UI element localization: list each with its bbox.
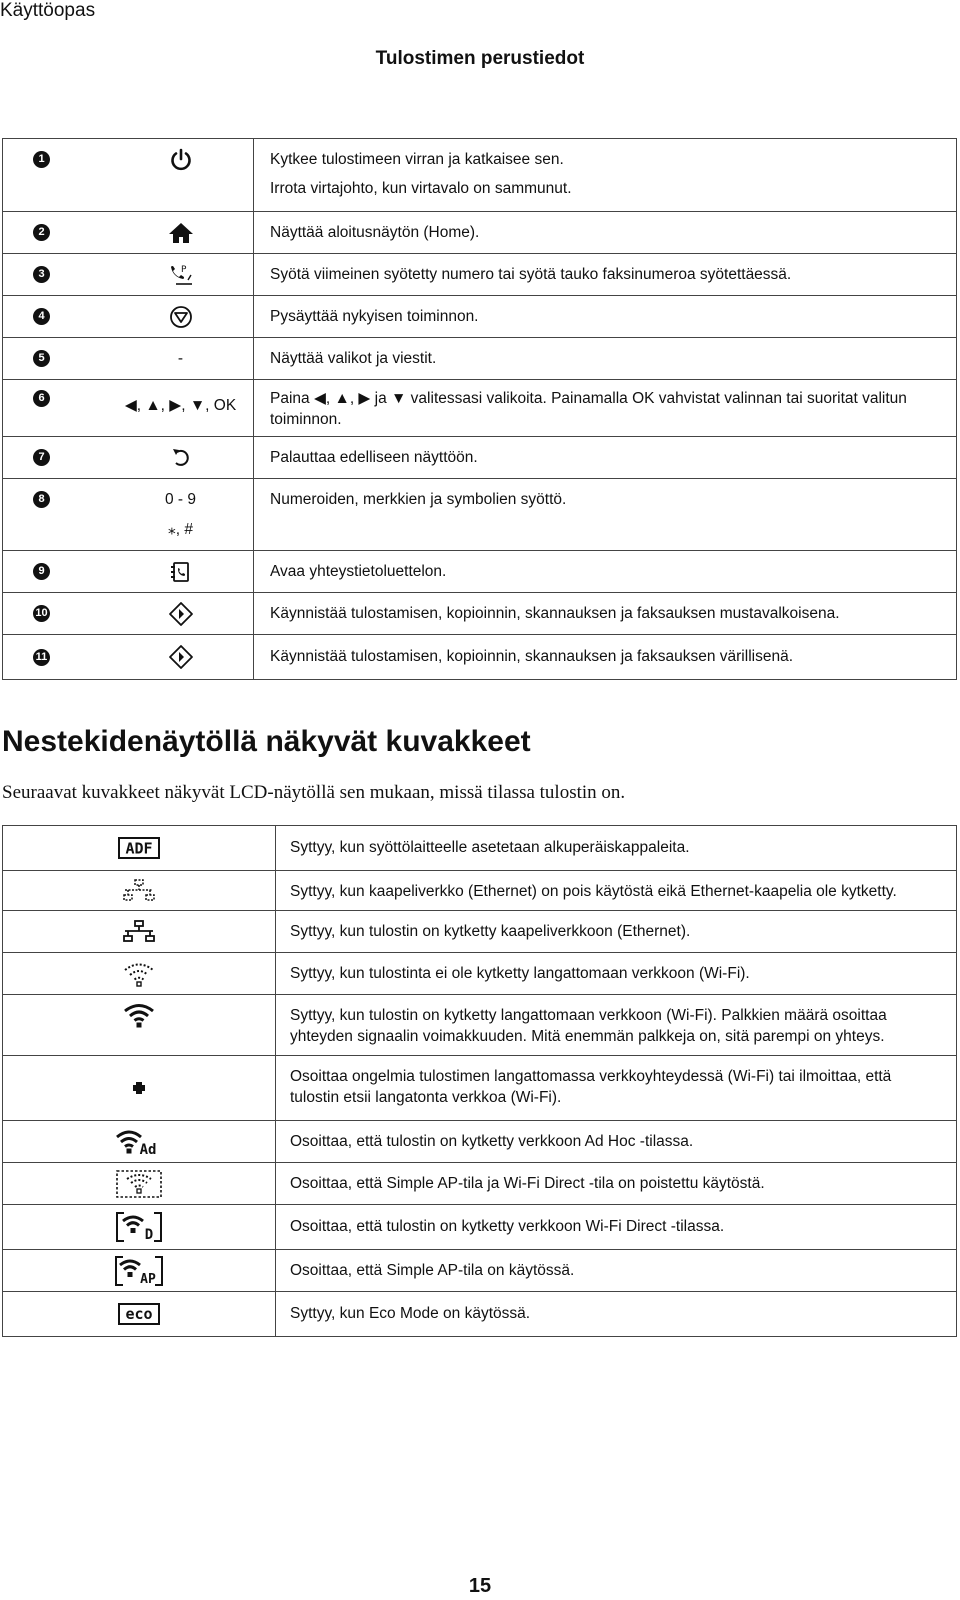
ethernet-off-icon	[122, 879, 156, 903]
row-description-note: Irrota virtajohto, kun virtavalo on sammunut.	[270, 180, 572, 197]
adhoc-label: Ad	[139, 1141, 157, 1156]
row-description: Osoittaa, että Simple AP-tila ja Wi-Fi Direct -tila on poistettu käytöstä.	[290, 1174, 765, 1192]
table-row	[3, 953, 957, 995]
wifi-adhoc-icon	[115, 1128, 163, 1156]
table-row	[3, 180, 957, 212]
ap-label: AP	[140, 1271, 156, 1286]
row-description: Näyttää valikot ja viestit.	[270, 349, 437, 367]
adf-label: ADF	[125, 839, 153, 858]
row-description: Syttyy, kun tulostin on kytketty kaapeliverkkoon (Ethernet).	[290, 922, 691, 940]
row-description: Syötä viimeinen syötetty numero tai syötä tauko faksinumeroa syötettäessä.	[270, 265, 792, 283]
table-row	[3, 437, 957, 479]
digit-keys-text: 0 - 9	[164, 490, 196, 508]
row-description: Syttyy, kun Eco Mode on käytössä.	[290, 1305, 531, 1322]
table-row	[3, 635, 957, 680]
table-row	[3, 995, 957, 1056]
page-number: 15	[468, 1575, 492, 1597]
row-description: Osoittaa ongelmia tulostimen langattomassa verkkoyhteydessä (Wi-Fi) tai ilmoittaa, että tulostin etsii langatonta verkkoa (Wi-Fi).	[290, 1068, 892, 1106]
row-description: Käynnistää tulostamisen, kopioinnin, skannauksen ja faksauksen värillisenä.	[270, 648, 793, 665]
table-row	[3, 593, 957, 635]
lcd-section-lead: Seuraavat kuvakkeet näkyvät LCD-näytöllä sen mukaan, missä tilassa tulostin on.	[2, 782, 626, 803]
table-row	[3, 1292, 957, 1337]
lcd-section-title: Nestekidenäytöllä näkyvät kuvakkeet	[2, 725, 531, 758]
stop-icon	[169, 305, 193, 329]
row-description: Näyttää aloitusnäytön (Home).	[270, 223, 480, 241]
row-description: Käynnistää tulostamisen, kopioinnin, skannauksen ja faksauksen mustavalkoisena.	[270, 604, 840, 622]
eco-label: eco	[125, 1305, 153, 1323]
row-description: Syttyy, kun syöttölaitteelle asetetaan alkuperäiskappaleita.	[290, 839, 690, 856]
wifi-on-icon	[123, 1002, 155, 1028]
icon-text: -	[177, 349, 184, 367]
table-row	[3, 296, 957, 338]
row-description: Syttyy, kun kaapeliverkko (Ethernet) on pois käytöstä eikä Ethernet-kaapelia ole kytketty.	[290, 883, 897, 900]
wifi-problem-icon	[133, 1082, 145, 1094]
table-row	[3, 826, 957, 871]
number-badge: 1	[33, 151, 50, 168]
lcd-icons-table	[2, 825, 957, 1337]
manual-label: Käyttöopas	[0, 0, 96, 21]
power-icon	[169, 148, 193, 172]
table-row	[3, 254, 957, 296]
table-row	[3, 911, 957, 953]
number-badge: 3	[33, 266, 50, 283]
number-badge: 7	[33, 449, 50, 466]
table-row	[3, 551, 957, 593]
row-description: Osoittaa, että tulostin on kytketty verkkoon Wi-Fi Direct -tilassa.	[290, 1218, 725, 1235]
number-badge: 8	[33, 491, 50, 508]
section-title: Tulostimen perustiedot	[375, 48, 585, 69]
back-icon	[169, 446, 193, 470]
row-description: Syttyy, kun tulostin on kytketty langattomaan verkkoon (Wi-Fi). Palkkien määrä osoittaa yhteyden signaalin voimakkuuden. Mitä enemmän palkkeja on, sitä parempi on yhteys.	[290, 1007, 887, 1045]
start-color-icon	[168, 644, 194, 670]
symbol-keys-text: ⁎, #	[168, 521, 193, 538]
simple-ap-off-icon	[116, 1170, 162, 1198]
start-bw-icon	[168, 601, 194, 627]
number-badge: 6	[33, 390, 50, 407]
table-row	[3, 1121, 957, 1163]
table-row	[3, 139, 957, 181]
direct-label: D	[144, 1227, 154, 1242]
table-row	[3, 380, 957, 437]
row-description: Numeroiden, merkkien ja symbolien syöttö.	[270, 490, 567, 508]
wifi-off-icon	[123, 961, 155, 987]
row-description: Pysäyttää nykyisen toiminnon.	[270, 307, 479, 325]
table-row	[3, 1056, 957, 1121]
row-description: Palauttaa edelliseen näyttöön.	[270, 448, 478, 466]
wifi-direct-icon	[116, 1212, 162, 1242]
table-row	[3, 479, 957, 551]
svg-text:P: P	[180, 264, 186, 275]
number-badge: 2	[33, 224, 50, 241]
contacts-icon	[169, 560, 193, 584]
row-description: Osoittaa, että tulostin on kytketty verkkoon Ad Hoc -tilassa.	[290, 1132, 694, 1150]
table-row	[3, 1205, 957, 1250]
row-description: Avaa yhteystietoluettelon.	[270, 562, 447, 580]
row-description: Kytkee tulostimeen virran ja katkaisee sen.	[270, 150, 564, 168]
number-badge: 5	[33, 350, 50, 367]
eco-mode-icon	[118, 1303, 160, 1325]
control-panel-table	[2, 138, 957, 680]
number-badge: 9	[33, 563, 50, 580]
ethernet-on-icon	[122, 920, 156, 944]
adf-icon	[118, 837, 160, 859]
arrow-keys-text: ◀, ▲, ▶, ▼, OK	[124, 396, 237, 414]
row-description: Paina ◀, ▲, ▶ ja ▼ valitessasi valikoita. Painamalla OK vahvistat valinnan tai suoritat valitun toiminnon.	[270, 390, 907, 428]
table-row	[3, 1163, 957, 1205]
table-row	[3, 212, 957, 254]
table-row	[3, 1250, 957, 1292]
number-badge: 4	[33, 308, 50, 325]
simple-ap-on-icon	[115, 1256, 163, 1286]
redial-pause-icon	[168, 263, 194, 287]
row-description: Osoittaa, että Simple AP-tila on käytössä.	[290, 1261, 575, 1279]
number-badge: 10	[33, 605, 50, 622]
row-description: Syttyy, kun tulostinta ei ole kytketty langattomaan verkkoon (Wi-Fi).	[290, 964, 750, 982]
table-row	[3, 338, 957, 380]
table-row	[3, 871, 957, 911]
home-icon	[168, 221, 194, 245]
number-badge: 11	[33, 649, 50, 666]
